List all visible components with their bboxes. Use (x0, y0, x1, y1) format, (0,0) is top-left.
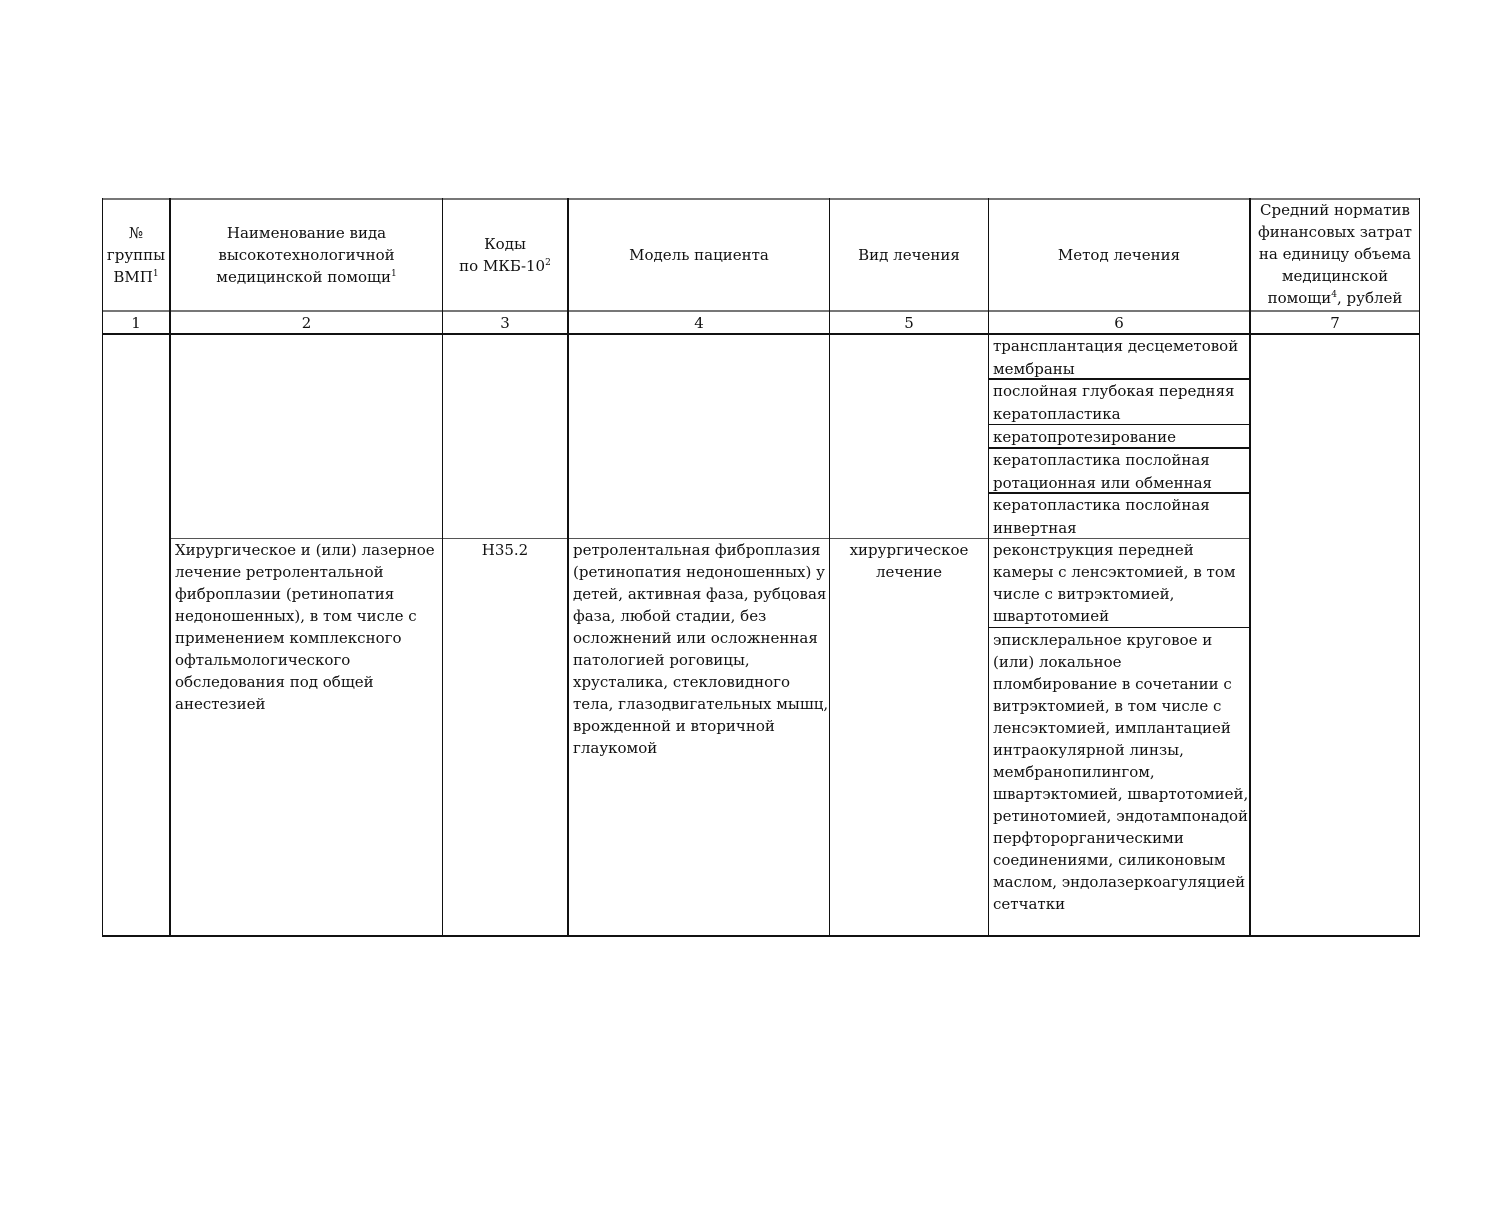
footnote-ref: 1 (152, 269, 159, 279)
method-cell: кератопротезирование (989, 426, 1249, 449)
method-cell: трансплантация десцеметовой мембраны (989, 335, 1249, 380)
header-text: на единицу объема (1258, 245, 1412, 263)
column-number-5: 5 (904, 314, 914, 332)
header-treatment-method (989, 200, 1249, 310)
treatment-type-cell: хирургическое лечение (849, 541, 969, 581)
icd-code-cell: H35.2 (481, 541, 529, 559)
header-text: № (128, 224, 144, 242)
table-bottom-border (102, 935, 1420, 937)
column-number-2: 2 (301, 314, 312, 332)
footnote-ref: 1 (390, 269, 397, 279)
header-text: Модель пациента (629, 246, 769, 264)
header-text: Средний норматив (1260, 201, 1410, 219)
col-border-7 (1419, 198, 1420, 937)
method-cell: кератопластика послойная ротационная или обменная (989, 449, 1249, 494)
column-number-1: 1 (131, 314, 141, 332)
header-icd-codes (443, 200, 567, 310)
column-number-3: 3 (500, 314, 510, 332)
method-cell: послойная глубокая передняя кератопластика (989, 380, 1249, 425)
header-text: Коды (484, 235, 526, 253)
header-treatment-type (830, 200, 988, 310)
header-text: по МКБ-10 (459, 257, 546, 275)
vmp-table (102, 198, 1420, 937)
column-number-7: 7 (1330, 314, 1340, 332)
header-text: высокотехнологичной (218, 246, 395, 264)
header-text: , рублей (1336, 289, 1403, 307)
header-text: медицинской (1281, 267, 1389, 285)
column-number-6: 6 (1114, 314, 1124, 332)
column-number-4: 4 (694, 314, 704, 332)
header-text: финансовых затрат (1258, 223, 1412, 241)
header-cost-standard (1251, 198, 1419, 310)
header-text: Вид лечения (858, 246, 960, 264)
vmp-name-cell: Хирургическое и (или) лазерное лечение ретролентальной фиброплазии (ретинопатия недоношенных), в том числе с применением комплексного офтальмологического обследования под общей анестезией (175, 541, 435, 713)
footnote-ref: 4 (1331, 290, 1337, 300)
header-text: медицинской помощи (216, 268, 391, 286)
header-text: помощи (1267, 289, 1332, 307)
header-text: Метод лечения (1057, 246, 1181, 264)
header-text: Наименование вида (226, 224, 387, 242)
header-patient-model (569, 200, 829, 310)
method-cell: кератопластика послойная инвертная (993, 496, 1210, 537)
method-cell: эписклеральное круговое и (или) локальное пломбирование в сочетании с витрэктомией, в том числе с ленсэктомией, имплантацией интраокулярной линзы, мембранопилингом, швартэктомией, швартотомией, ретинотомией, эндотампонадой перфторорганическими соединениями, силиконовым маслом, эндолазеркоагуляцией сетчатки (993, 631, 1249, 913)
footnote-ref: 2 (545, 258, 551, 268)
patient-model-cell: ретролентальная фиброплазия (ретинопатия недоношенных) у детей, активная фаза, рубцовая фаза, любой стадии, без осложнений или осложненная патологией роговицы, хрусталика, стекловидного тела, глазодвигательных мышц, врожденной и вторичной глаукомой (573, 541, 829, 757)
header-text: группы (106, 246, 166, 264)
header-group-number (103, 200, 169, 310)
method-cell: реконструкция передней камеры с ленсэктомией, в том числе с витрэктомией, швартотомией (989, 539, 1249, 628)
header-vmp-name (171, 200, 442, 310)
header-text: ВМП (113, 268, 153, 286)
